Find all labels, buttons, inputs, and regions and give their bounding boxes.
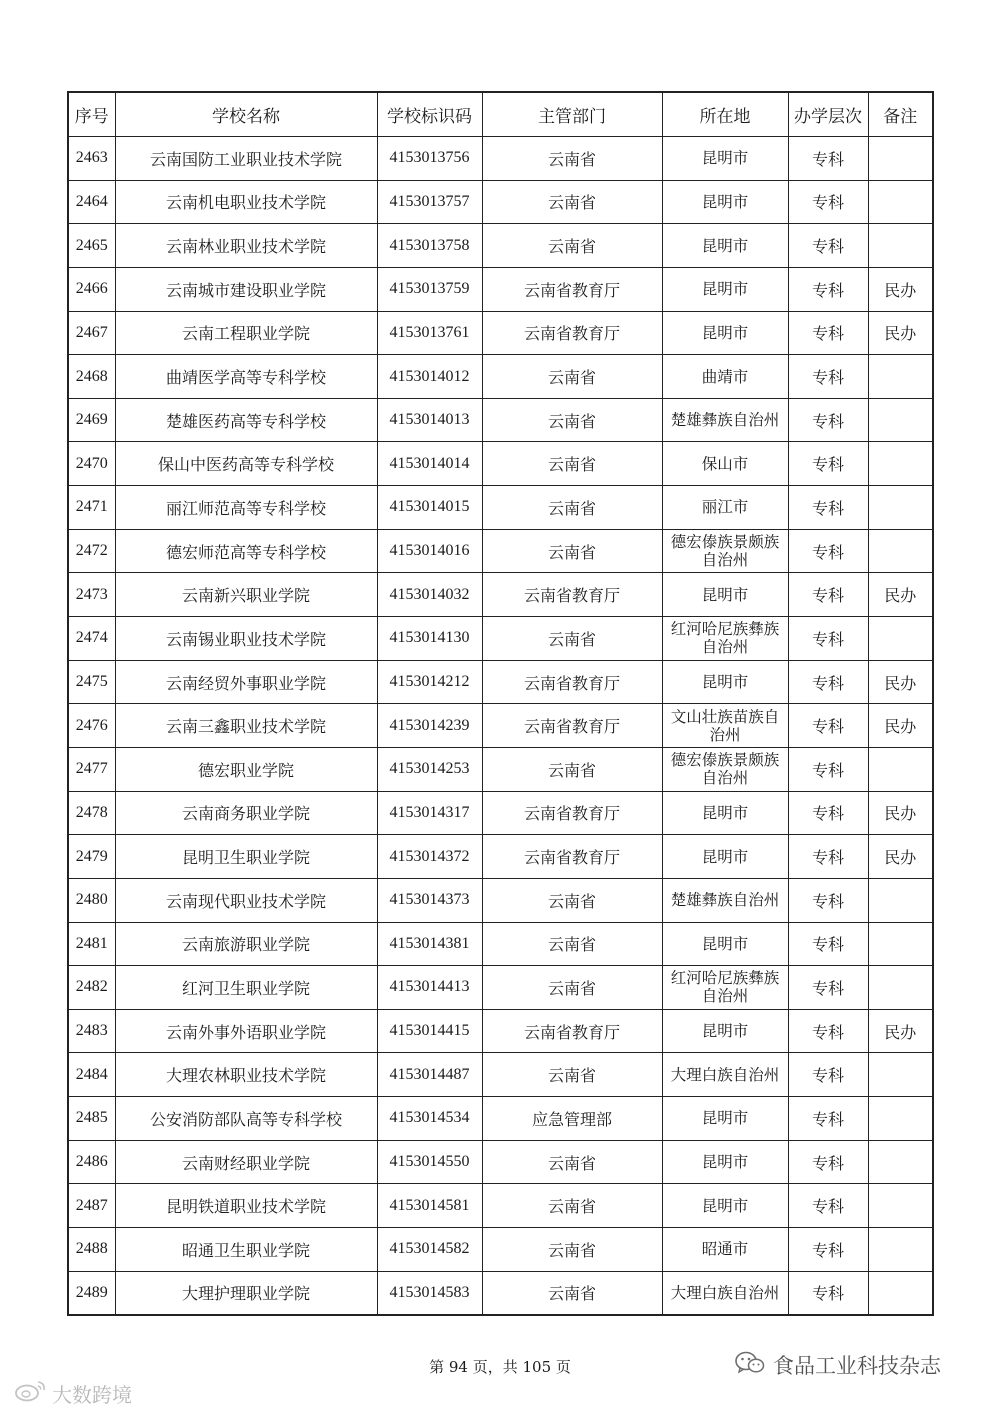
- cell-location: [662, 922, 788, 966]
- cell-school-code: 4153014239: [377, 704, 482, 748]
- cell-department: 云南省教育厅: [482, 704, 662, 748]
- cell-school-code: 4153014212: [377, 660, 482, 704]
- cell-remark: 民办: [868, 573, 933, 617]
- cell-school-code: 4153014032: [377, 573, 482, 617]
- cell-location: [662, 878, 788, 922]
- location-text: 曲靖市: [701, 367, 749, 386]
- location-text: 昆明市: [701, 192, 749, 211]
- cell-department: 云南省: [482, 1228, 662, 1272]
- cell-school-code: 4153014487: [377, 1053, 482, 1097]
- cell-location: [662, 224, 788, 268]
- cell-school-name: 大理护理职业学院: [115, 1271, 377, 1315]
- cell-school-code: 4153013756: [377, 137, 482, 181]
- cell-location: [662, 1053, 788, 1097]
- cell-remark: [868, 355, 933, 399]
- cell-school-name: 云南锡业职业技术学院: [115, 617, 377, 661]
- cell-school-code: 4153014130: [377, 617, 482, 661]
- cell-school-name: 保山中医药高等专科学校: [115, 442, 377, 486]
- table-header-row: [68, 92, 933, 137]
- cell-school-code: 4153014583: [377, 1271, 482, 1315]
- cell-school-code: 4153014381: [377, 922, 482, 966]
- cell-school-name: 云南经贸外事职业学院: [115, 660, 377, 704]
- table-row: [68, 747, 933, 791]
- cell-school-name: 云南城市建设职业学院: [115, 267, 377, 311]
- cell-school-code: 4153014550: [377, 1140, 482, 1184]
- cell-index: 2484: [68, 1053, 115, 1097]
- cell-department: 云南省教育厅: [482, 835, 662, 879]
- cell-index: 2477: [68, 747, 115, 791]
- cell-level: 专科: [788, 835, 868, 879]
- cell-level: 专科: [788, 486, 868, 530]
- location-text: 德宏傣族景颇族自治州: [670, 751, 780, 788]
- cell-level: 专科: [788, 747, 868, 791]
- table-row: [68, 1097, 933, 1141]
- location-text: 红河哈尼族彝族自治州: [670, 620, 780, 657]
- cell-level: 专科: [788, 573, 868, 617]
- table-row: [68, 1184, 933, 1228]
- cell-index: 2482: [68, 966, 115, 1010]
- cell-school-name: 昆明卫生职业学院: [115, 835, 377, 879]
- cell-remark: 民办: [868, 791, 933, 835]
- cell-department: 云南省教育厅: [482, 311, 662, 355]
- table-row: [68, 660, 933, 704]
- location-text: 丽江市: [701, 498, 749, 517]
- location-text: 红河哈尼族彝族自治州: [670, 969, 780, 1006]
- cell-school-code: 4153014415: [377, 1009, 482, 1053]
- cell-school-name: 德宏职业学院: [115, 747, 377, 791]
- header-remark: 备注: [868, 92, 933, 137]
- cell-department: 云南省教育厅: [482, 791, 662, 835]
- header-school-code: 学校标识码: [377, 92, 482, 137]
- location-text: 楚雄彝族自治州: [670, 891, 780, 910]
- cell-index: 2465: [68, 224, 115, 268]
- cell-level: 专科: [788, 529, 868, 573]
- location-text: 昆明市: [701, 1109, 749, 1128]
- cell-remark: [868, 398, 933, 442]
- cell-school-code: 4153013759: [377, 267, 482, 311]
- cell-location: [662, 398, 788, 442]
- cell-school-name: 曲靖医学高等专科学校: [115, 355, 377, 399]
- cell-level: 专科: [788, 224, 868, 268]
- location-text: 大理白族自治州: [670, 1065, 780, 1084]
- cell-department: 云南省: [482, 1271, 662, 1315]
- cell-school-code: 4153014253: [377, 747, 482, 791]
- weibo-watermark: [14, 1378, 132, 1408]
- cell-department: 云南省: [482, 878, 662, 922]
- cell-remark: 民办: [868, 267, 933, 311]
- cell-remark: [868, 486, 933, 530]
- cell-remark: [868, 1271, 933, 1315]
- cell-department: 云南省教育厅: [482, 1009, 662, 1053]
- cell-index: 2485: [68, 1097, 115, 1141]
- cell-index: 2468: [68, 355, 115, 399]
- cell-school-code: 4153014373: [377, 878, 482, 922]
- cell-index: 2472: [68, 529, 115, 573]
- cell-index: 2479: [68, 835, 115, 879]
- cell-index: 2463: [68, 137, 115, 181]
- cell-location: [662, 311, 788, 355]
- cell-level: 专科: [788, 442, 868, 486]
- table-row: [68, 791, 933, 835]
- cell-location: [662, 573, 788, 617]
- cell-school-code: 4153014015: [377, 486, 482, 530]
- location-text: 昆明市: [701, 1022, 749, 1041]
- cell-index: 2486: [68, 1140, 115, 1184]
- cell-department: 云南省: [482, 617, 662, 661]
- cell-remark: [868, 180, 933, 224]
- cell-remark: [868, 1140, 933, 1184]
- cell-school-name: 德宏师范高等专科学校: [115, 529, 377, 573]
- table-row: [68, 573, 933, 617]
- cell-school-code: 4153014317: [377, 791, 482, 835]
- cell-location: [662, 791, 788, 835]
- cell-index: 2487: [68, 1184, 115, 1228]
- cell-index: 2466: [68, 267, 115, 311]
- cell-school-code: 4153013757: [377, 180, 482, 224]
- cell-index: 2474: [68, 617, 115, 661]
- cell-index: 2478: [68, 791, 115, 835]
- cell-remark: 民办: [868, 660, 933, 704]
- cell-department: 应急管理部: [482, 1097, 662, 1141]
- location-text: 昆明市: [701, 934, 749, 953]
- location-text: 昆明市: [701, 585, 749, 604]
- cell-department: 云南省: [482, 966, 662, 1010]
- page-number: 第 94 页，共 105 页: [429, 1358, 571, 1376]
- table-row: [68, 267, 933, 311]
- cell-department: 云南省: [482, 137, 662, 181]
- cell-index: 2480: [68, 878, 115, 922]
- location-text: 保山市: [701, 454, 749, 473]
- cell-school-name: 云南现代职业技术学院: [115, 878, 377, 922]
- location-text: 昆明市: [701, 1196, 749, 1215]
- cell-department: 云南省教育厅: [482, 660, 662, 704]
- table-row: [68, 529, 933, 573]
- cell-location: [662, 1184, 788, 1228]
- location-text: 昆明市: [701, 847, 749, 866]
- cell-remark: [868, 1228, 933, 1272]
- cell-department: 云南省教育厅: [482, 573, 662, 617]
- cell-index: 2475: [68, 660, 115, 704]
- table-row: [68, 311, 933, 355]
- cell-level: 专科: [788, 660, 868, 704]
- cell-remark: [868, 137, 933, 181]
- cell-level: 专科: [788, 267, 868, 311]
- location-text: 昆明市: [701, 1153, 749, 1172]
- cell-department: 云南省: [482, 355, 662, 399]
- cell-school-name: 云南林业职业技术学院: [115, 224, 377, 268]
- cell-index: 2464: [68, 180, 115, 224]
- cell-remark: [868, 1053, 933, 1097]
- cell-location: [662, 355, 788, 399]
- cell-location: [662, 747, 788, 791]
- weibo-icon: [14, 1379, 48, 1408]
- cell-index: 2481: [68, 922, 115, 966]
- location-text: 德宏傣族景颇族自治州: [670, 533, 780, 570]
- cell-remark: [868, 224, 933, 268]
- cell-school-name: 大理农林职业技术学院: [115, 1053, 377, 1097]
- cell-department: 云南省: [482, 1053, 662, 1097]
- header-index: 序号: [68, 92, 115, 137]
- cell-index: 2483: [68, 1009, 115, 1053]
- location-text: 文山壮族苗族自治州: [670, 707, 780, 744]
- cell-department: 云南省: [482, 529, 662, 573]
- cell-school-name: 楚雄医药高等专科学校: [115, 398, 377, 442]
- cell-school-name: 昆明铁道职业技术学院: [115, 1184, 377, 1228]
- cell-remark: [868, 878, 933, 922]
- cell-location: [662, 267, 788, 311]
- table-row: [68, 835, 933, 879]
- location-text: 昭通市: [701, 1240, 749, 1259]
- cell-school-code: 4153013761: [377, 311, 482, 355]
- table-row: [68, 878, 933, 922]
- cell-level: 专科: [788, 1184, 868, 1228]
- cell-location: [662, 1271, 788, 1315]
- cell-school-name: 云南国防工业职业技术学院: [115, 137, 377, 181]
- cell-level: 专科: [788, 966, 868, 1010]
- cell-location: [662, 835, 788, 879]
- cell-index: 2488: [68, 1228, 115, 1272]
- cell-school-name: 丽江师范高等专科学校: [115, 486, 377, 530]
- cell-department: 云南省: [482, 224, 662, 268]
- wechat-icon: [735, 1350, 765, 1381]
- cell-location: [662, 704, 788, 748]
- cell-level: 专科: [788, 704, 868, 748]
- cell-remark: [868, 442, 933, 486]
- location-text: 昆明市: [701, 149, 749, 168]
- cell-school-code: 4153014014: [377, 442, 482, 486]
- cell-school-code: 4153014413: [377, 966, 482, 1010]
- cell-remark: 民办: [868, 704, 933, 748]
- cell-school-code: 4153014372: [377, 835, 482, 879]
- cell-location: [662, 137, 788, 181]
- cell-department: 云南省: [482, 747, 662, 791]
- cell-school-name: 云南新兴职业学院: [115, 573, 377, 617]
- cell-index: 2467: [68, 311, 115, 355]
- cell-level: 专科: [788, 355, 868, 399]
- table-row: [68, 966, 933, 1010]
- table-row: [68, 1271, 933, 1315]
- table-body: [68, 137, 933, 1316]
- cell-level: 专科: [788, 1228, 868, 1272]
- cell-index: 2473: [68, 573, 115, 617]
- cell-level: 专科: [788, 180, 868, 224]
- cell-school-code: 4153013758: [377, 224, 482, 268]
- location-text: 昆明市: [701, 323, 749, 342]
- cell-index: 2489: [68, 1271, 115, 1315]
- cell-level: 专科: [788, 878, 868, 922]
- cell-location: [662, 180, 788, 224]
- table-row: [68, 704, 933, 748]
- location-text: 昆明市: [701, 280, 749, 299]
- cell-department: 云南省: [482, 1140, 662, 1184]
- cell-department: 云南省: [482, 398, 662, 442]
- table-row: [68, 922, 933, 966]
- cell-department: 云南省: [482, 180, 662, 224]
- header-level: 办学层次: [788, 92, 868, 137]
- cell-school-code: 4153014013: [377, 398, 482, 442]
- table-row: [68, 398, 933, 442]
- cell-level: 专科: [788, 1097, 868, 1141]
- table-row: [68, 1140, 933, 1184]
- cell-school-code: 4153014016: [377, 529, 482, 573]
- table-row: [68, 1053, 933, 1097]
- cell-location: [662, 1228, 788, 1272]
- cell-school-name: 云南外事外语职业学院: [115, 1009, 377, 1053]
- table-row: [68, 224, 933, 268]
- wechat-account-name: 食品工业科技杂志: [773, 1354, 941, 1378]
- cell-remark: [868, 529, 933, 573]
- cell-index: 2470: [68, 442, 115, 486]
- cell-location: [662, 617, 788, 661]
- cell-location: [662, 1009, 788, 1053]
- table-row: [68, 137, 933, 181]
- cell-remark: 民办: [868, 311, 933, 355]
- cell-remark: [868, 617, 933, 661]
- cell-remark: [868, 966, 933, 1010]
- cell-level: 专科: [788, 922, 868, 966]
- table-row: [68, 1009, 933, 1053]
- cell-location: [662, 1097, 788, 1141]
- cell-remark: [868, 747, 933, 791]
- cell-remark: [868, 1184, 933, 1228]
- cell-level: 专科: [788, 1140, 868, 1184]
- cell-remark: [868, 922, 933, 966]
- cell-level: 专科: [788, 137, 868, 181]
- cell-school-name: 云南机电职业技术学院: [115, 180, 377, 224]
- cell-school-name: 云南工程职业学院: [115, 311, 377, 355]
- cell-level: 专科: [788, 1053, 868, 1097]
- wechat-watermark: [735, 1350, 941, 1380]
- table-row: [68, 442, 933, 486]
- school-list-table: [67, 91, 934, 1316]
- cell-location: [662, 529, 788, 573]
- cell-school-name: 云南旅游职业学院: [115, 922, 377, 966]
- cell-location: [662, 1140, 788, 1184]
- cell-school-name: 云南三鑫职业技术学院: [115, 704, 377, 748]
- cell-school-code: 4153014012: [377, 355, 482, 399]
- cell-location: [662, 966, 788, 1010]
- cell-department: 云南省: [482, 486, 662, 530]
- table-row: [68, 486, 933, 530]
- table-row: [68, 1228, 933, 1272]
- location-text: 昆明市: [701, 803, 749, 822]
- cell-school-code: 4153014534: [377, 1097, 482, 1141]
- cell-department: 云南省: [482, 442, 662, 486]
- cell-index: 2469: [68, 398, 115, 442]
- header-school-name: 学校名称: [115, 92, 377, 137]
- cell-school-name: 红河卫生职业学院: [115, 966, 377, 1010]
- cell-level: 专科: [788, 617, 868, 661]
- cell-location: [662, 486, 788, 530]
- table-row: [68, 180, 933, 224]
- header-department: 主管部门: [482, 92, 662, 137]
- cell-index: 2471: [68, 486, 115, 530]
- cell-remark: 民办: [868, 835, 933, 879]
- cell-department: 云南省: [482, 1184, 662, 1228]
- cell-level: 专科: [788, 791, 868, 835]
- table-row: [68, 617, 933, 661]
- cell-remark: [868, 1097, 933, 1141]
- cell-remark: 民办: [868, 1009, 933, 1053]
- location-text: 昆明市: [701, 673, 749, 691]
- weibo-account-name: 大数跨境: [52, 1382, 132, 1407]
- cell-level: 专科: [788, 1009, 868, 1053]
- cell-school-name: 云南财经职业学院: [115, 1140, 377, 1184]
- location-text: 楚雄彝族自治州: [670, 411, 780, 430]
- table-row: [68, 355, 933, 399]
- cell-location: [662, 660, 788, 704]
- cell-school-code: 4153014582: [377, 1228, 482, 1272]
- cell-school-code: 4153014581: [377, 1184, 482, 1228]
- location-text: 昆明市: [701, 236, 749, 255]
- cell-level: 专科: [788, 398, 868, 442]
- cell-school-name: 昭通卫生职业学院: [115, 1228, 377, 1272]
- cell-location: [662, 442, 788, 486]
- cell-level: 专科: [788, 1271, 868, 1315]
- cell-school-name: 公安消防部队高等专科学校: [115, 1097, 377, 1141]
- cell-department: 云南省教育厅: [482, 267, 662, 311]
- cell-level: 专科: [788, 311, 868, 355]
- location-text: 大理白族自治州: [670, 1283, 780, 1302]
- cell-index: 2476: [68, 704, 115, 748]
- header-location: 所在地: [662, 92, 788, 137]
- cell-department: 云南省: [482, 922, 662, 966]
- cell-school-name: 云南商务职业学院: [115, 791, 377, 835]
